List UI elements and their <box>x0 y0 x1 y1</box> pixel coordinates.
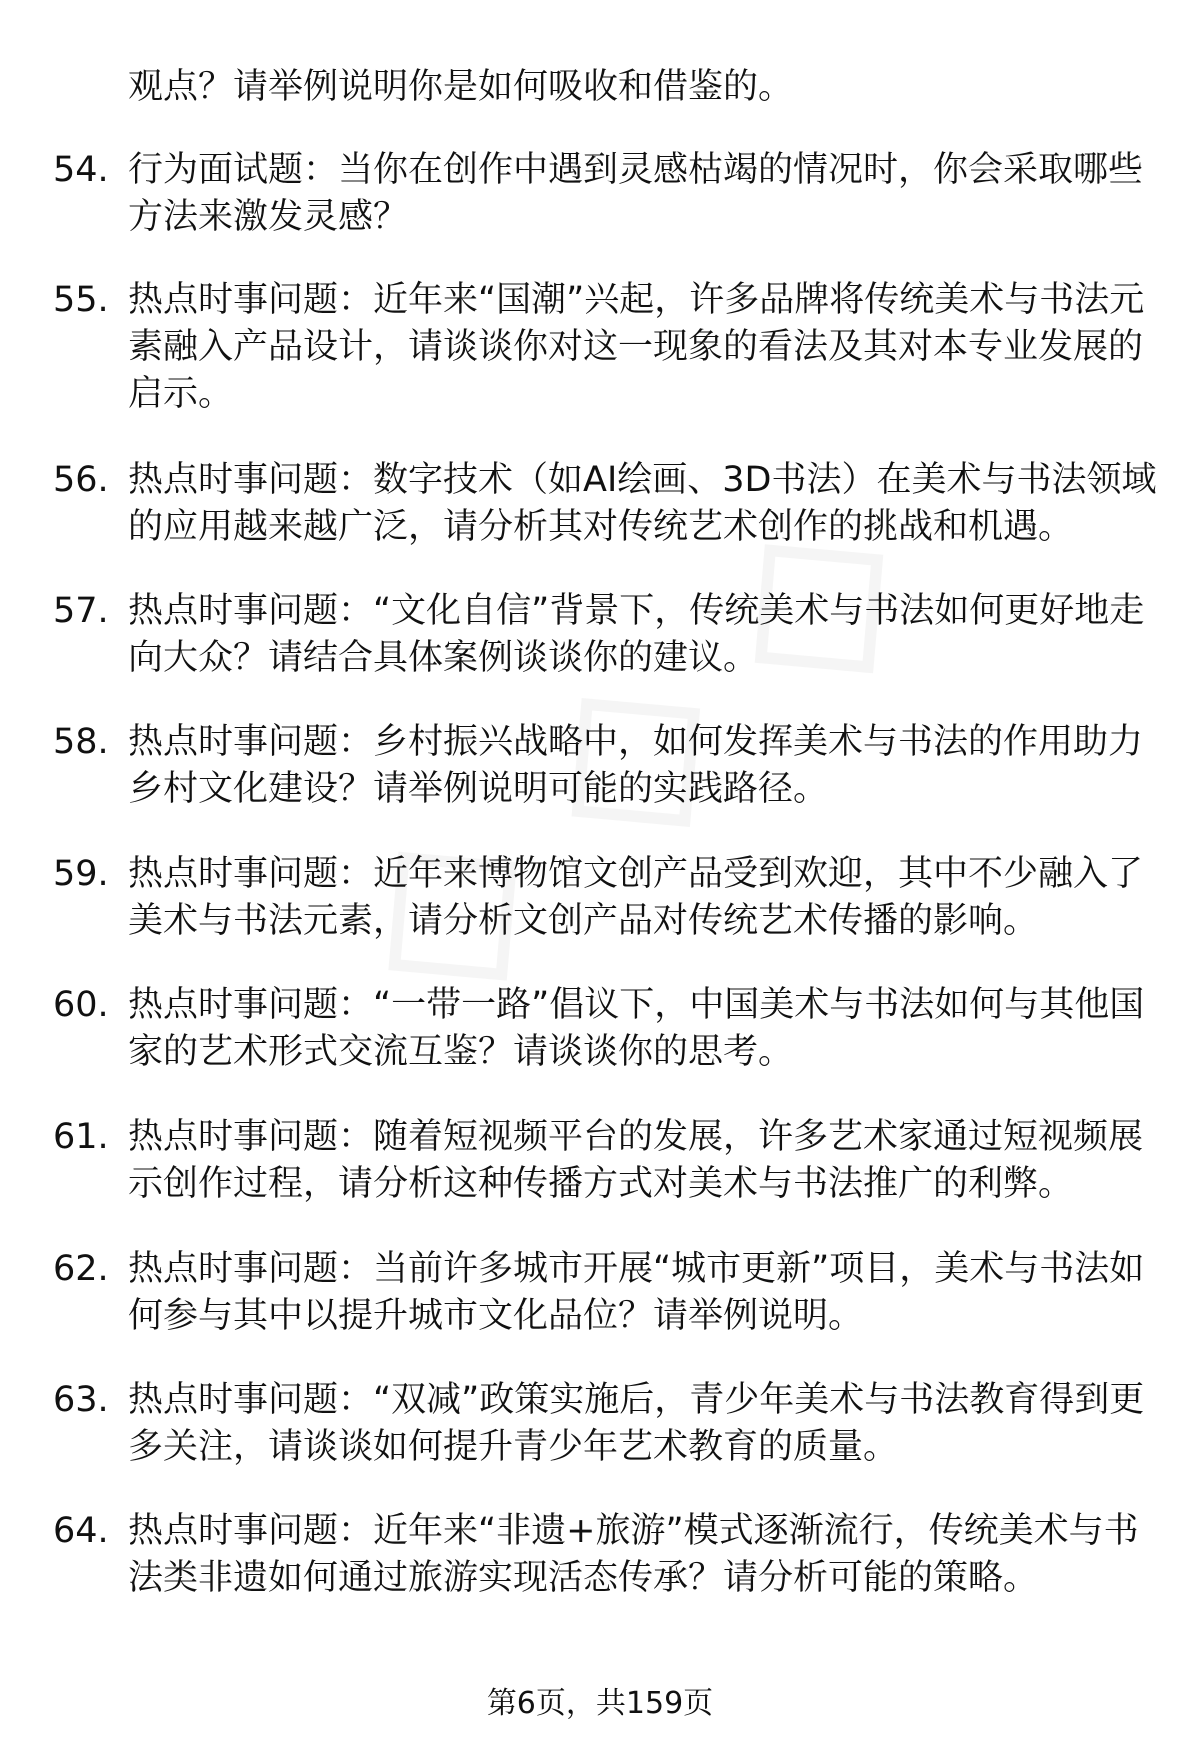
question-number: 55. <box>53 280 109 320</box>
question-text: 热点时事问题：近年来博物馆文创产品受到欢迎，其中不少融入了美术与书法元素，请分析文创产品对传统艺术传播的影响。 <box>128 854 1144 941</box>
question-number: 60. <box>53 985 109 1025</box>
question-text: 热点时事问题：近年来“国潮”兴起，许多品牌将传统美术与书法元素融入产品设计，请谈谈你对这一现象的看法及其对本专业发展的启示。 <box>128 280 1145 414</box>
continuation-text: 观点？请举例说明你是如何吸收和借鉴的。 <box>128 67 794 107</box>
question-text: 热点时事问题：“双减”政策实施后，青少年美术与书法教育得到更多关注，请谈谈如何提升青少年艺术教育的质量。 <box>128 1380 1145 1467</box>
question-text: 热点时事问题：“一带一路”倡议下，中国美术与书法如何与其他国家的艺术形式交流互鉴？请谈谈你的思考。 <box>128 985 1145 1072</box>
question-text: 热点时事问题：近年来“非遗+旅游”模式逐渐流行，传统美术与书法类非遗如何通过旅游实现活态传承？请分析可能的策略。 <box>128 1511 1139 1598</box>
question-number: 57. <box>53 591 109 631</box>
question-text: 热点时事问题：当前许多城市开展“城市更新”项目，美术与书法如何参与其中以提升城市文化品位？请举例说明。 <box>128 1249 1145 1336</box>
question-text: 行为面试题：当你在创作中遇到灵感枯竭的情况时，你会采取哪些方法来激发灵感？ <box>128 150 1144 237</box>
question-text: 热点时事问题：随着短视频平台的发展，许多艺术家通过短视频展示创作过程，请分析这种传播方式对美术与书法推广的利弊。 <box>128 1117 1144 1204</box>
question-number: 63. <box>53 1380 109 1420</box>
question-number: 56. <box>53 460 109 500</box>
question-number: 58. <box>53 722 109 762</box>
question-text: 热点时事问题：“文化自信”背景下，传统美术与书法如何更好地走向大众？请结合具体案例谈谈你的建议。 <box>128 591 1145 678</box>
question-number: 62. <box>53 1249 109 1289</box>
question-number: 59. <box>53 854 109 894</box>
question-number: 54. <box>53 150 109 190</box>
question-text: 热点时事问题：乡村振兴战略中，如何发挥美术与书法的作用助力乡村文化建设？请举例说明可能的实践路径。 <box>128 722 1144 809</box>
question-number: 64. <box>53 1511 109 1551</box>
question-number: 61. <box>53 1117 109 1157</box>
page-footer: 第6页，共159页 <box>486 1686 714 1721</box>
question-text: 热点时事问题：数字技术（如AI绘画、3D书法）在美术与书法领域的应用越来越广泛，请分析其对传统艺术创作的挑战和机遇。 <box>128 460 1157 547</box>
